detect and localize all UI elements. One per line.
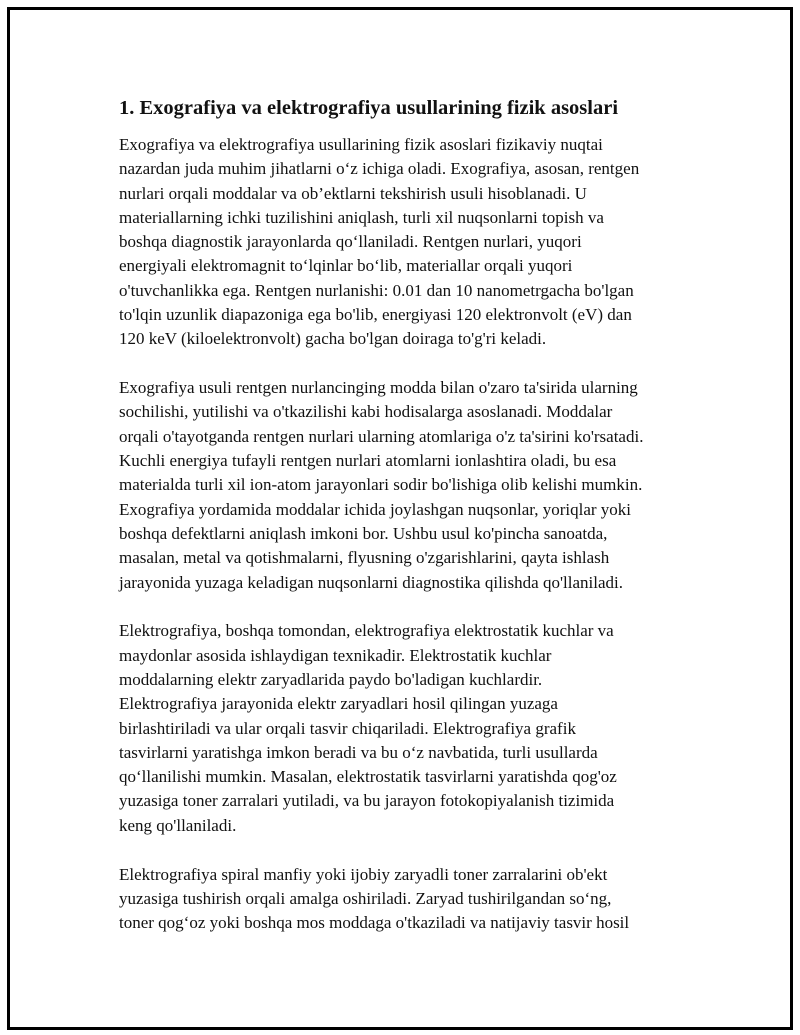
- text-line: Elektrografiya, boshqa tomondan, elektrografiya elektrostatik kuchlar va: [119, 621, 614, 641]
- text-line: boshqa diagnostik jarayonlarda qo‘llaniladi. Rentgen nurlari, yuqori: [119, 232, 582, 252]
- text-line: materiallarning ichki tuzilishini aniqlash, turli xil nuqsonlarni topish va: [119, 207, 604, 227]
- text-line: qo‘llanilishi mumkin. Masalan, elektrostatik tasvirlarni yaratishda qog'oz: [119, 767, 617, 787]
- text-line: boshqa defektlarni aniqlash imkoni bor. Ushbu usul ko'pincha sanoatda,: [119, 523, 608, 543]
- text-line: moddalarning elektr zaryadlarida paydo bo'ladigan kuchlardir.: [119, 669, 543, 689]
- paragraph-4: [119, 863, 694, 936]
- text-line: birlashtiriladi va ular orqali tasvir chiqariladi. Elektrografiya grafik: [119, 718, 576, 738]
- paragraph-3: [119, 619, 694, 838]
- text-line: nazardan juda muhim jihatlarni o‘z ichiga oladi. Exografiya, asosan, rentgen: [119, 159, 640, 179]
- section-heading: 1. Exografiya va elektrografiya usullarining fizik asoslari: [119, 97, 619, 119]
- text-line: sochilishi, yutilishi va o'tkazilishi kabi hodisalarga asoslanadi. Moddalar: [119, 402, 613, 422]
- text-line: nurlari orqali moddalar va ob’ektlarni tekshirish usuli hisoblanadi. U: [119, 183, 587, 203]
- text-line: tasvirlarni yaratishga imkon beradi va bu o‘z navbatida, turli usullarda: [119, 742, 598, 762]
- text-line: jarayonida yuzaga keladigan nuqsonlarni diagnostika qilishda qo'llaniladi.: [119, 572, 623, 592]
- text-line: maydonlar asosida ishlaydigan texnikadir. Elektrostatik kuchlar: [119, 645, 552, 665]
- paragraph-2: [119, 376, 694, 595]
- text-line: Exografiya yordamida moddalar ichida joylashgan nuqsonlar, yoriqlar yoki: [119, 499, 632, 519]
- text-line: masalan, metal va qotishmalarni, flyusning o'zgarishlarini, qayta ishlash: [119, 548, 610, 568]
- text-line: yuzasiga tushirish orqali amalga oshiriladi. Zaryad tushirilgandan so‘ng,: [119, 888, 612, 908]
- text-line: 120 keV (kiloelektronvolt) gacha bo'lgan doiraga to'g'ri keladi.: [119, 329, 547, 349]
- text-line: Kuchli energiya tufayli rentgen nurlari atomlarni ionlashtira oladi, bu esa: [119, 451, 617, 471]
- document-body: [119, 95, 694, 960]
- text-line: keng qo'llaniladi.: [119, 815, 237, 835]
- text-line: toner qog‘oz yoki boshqa mos moddaga o'tkaziladi va natijaviy tasvir hosil: [119, 913, 630, 933]
- text-line: to'lqin uzunlik diapazoniga ega bo'lib, energiyasi 120 elektronvolt (eV) dan: [119, 305, 632, 325]
- text-line: Elektrografiya spiral manfiy yoki ijobiy zaryadli toner zarralarini ob'ekt: [119, 864, 608, 884]
- text-line: Exografiya usuli rentgen nurlancinging modda bilan o'zaro ta'sirida ularning: [119, 378, 638, 398]
- paragraph-1: [119, 133, 694, 352]
- text-line: yuzasiga toner zarralari yutiladi, va bu jarayon fotokopiyalanish tizimida: [119, 791, 615, 811]
- text-line: materialda turli xil ion-atom jarayonlari sodir bo'lishiga olib kelishi mumkin.: [119, 475, 643, 495]
- text-line: Exografiya va elektrografiya usullarining fizik asoslari fizikaviy nuqtai: [119, 135, 603, 154]
- text-line: o'tuvchanlikka ega. Rentgen nurlanishi: 0.01 dan 10 nanometrgacha bo'lgan: [119, 280, 634, 300]
- text-line: orqali o'tayotganda rentgen nurlari ularning atomlariga o'z ta'sirini ko'rsatadi.: [119, 426, 644, 446]
- text-line: energiyali elektromagnit to‘lqinlar bo‘lib, materiallar orqali yuqori: [119, 256, 573, 276]
- text-line: Elektrografiya jarayonida elektr zaryadlari hosil qilingan yuzaga: [119, 694, 558, 714]
